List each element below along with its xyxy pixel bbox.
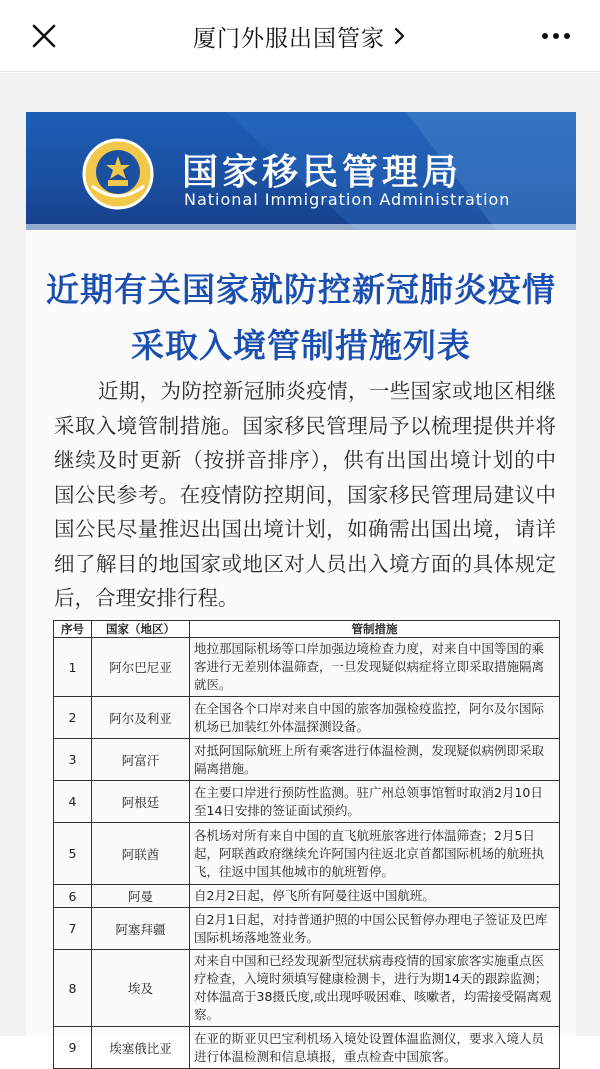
row-number: 1 xyxy=(54,638,92,697)
header-measure: 管制措施 xyxy=(190,621,560,638)
notice-document-image xyxy=(26,112,576,1064)
row-country: 阿根廷 xyxy=(92,781,190,823)
document-title-line-2: 采取入境管制措施列表 xyxy=(131,326,471,365)
row-measure: 在主要口岸进行预防性监测。驻广州总领事馆暂时取消2月10日至14日安排的签证面试预约。 xyxy=(190,781,560,823)
agency-name-en: National Immigration Administration xyxy=(184,190,511,209)
row-country: 埃及 xyxy=(92,950,190,1027)
agency-banner xyxy=(26,112,576,230)
row-measure: 各机场对所有来自中国的直飞航班旅客进行体温筛查；2月5日起，阿联酋政府继续允许阿国内往返北京首都国际机场的航班执飞，往返中国其他城市的航班暂停。 xyxy=(190,823,560,885)
row-number: 8 xyxy=(54,950,92,1027)
table-row xyxy=(54,739,560,781)
row-measure: 自2月1日起，对持普通护照的中国公民暂停办理电子签证及巴库国际机场落地签业务。 xyxy=(190,908,560,950)
header-country: 国家（地区） xyxy=(92,621,190,638)
row-measure: 对来自中国和已经发现新型冠状病毒疫情的国家旅客实施重点医疗检查，入境时须填写健康检测卡，进行为期14天的跟踪监测；对体温高于38摄氏度,或出现呼吸困难、咳嗽者，均需接受隔离观察。 xyxy=(190,950,560,1027)
row-number: 3 xyxy=(54,739,92,781)
row-country: 阿富汗 xyxy=(92,739,190,781)
row-number: 9 xyxy=(54,1027,92,1069)
row-measure: 对抵阿国际航班上所有乘客进行体温检测，发现疑似病例即采取隔离措施。 xyxy=(190,739,560,781)
row-number: 2 xyxy=(54,697,92,739)
row-measure: 在全国各个口岸对来自中国的旅客加强检疫监控，阿尔及尔国际机场已加装红外体温探测设备。 xyxy=(190,697,560,739)
table-row xyxy=(54,908,560,950)
close-icon[interactable] xyxy=(26,18,62,54)
table-row xyxy=(54,638,560,697)
row-number: 4 xyxy=(54,781,92,823)
row-measure: 在亚的斯亚贝巴宝利机场入境处设置体温监测仪，要求入境人员进行体温检测和信息填报，重点检查中国旅客。 xyxy=(190,1027,560,1069)
row-country: 阿联酋 xyxy=(92,823,190,885)
page-title: 厦门外服出国管家 xyxy=(193,25,385,52)
top-navigation-bar xyxy=(0,0,600,72)
table-row xyxy=(54,697,560,739)
intro-paragraph: 近期，为防控新冠肺炎疫情，一些国家或地区相继采取入境管制措施。国家移民管理局予以梳理提供并将继续及时更新（按拼音排序），供有出国出境计划的中国公民参考。在疫情防控期间，国家移民管理局建议中国公民尽量推迟出国出境计划，如确需出国出境，请详细了解目的地国家或地区对人员出入境方面的具体规定后，合理安排行程。 xyxy=(54,379,556,610)
more-icon[interactable] xyxy=(536,22,576,50)
row-country: 阿尔及利亚 xyxy=(92,697,190,739)
table-row xyxy=(54,885,560,908)
row-number: 7 xyxy=(54,908,92,950)
row-country: 阿尔巴尼亚 xyxy=(92,638,190,697)
table-header-row xyxy=(54,621,560,638)
table-row xyxy=(54,1027,560,1069)
row-number: 6 xyxy=(54,885,92,908)
account-title-link[interactable] xyxy=(120,0,480,72)
row-number: 5 xyxy=(54,823,92,885)
measures-table xyxy=(53,620,560,1069)
header-number: 序号 xyxy=(54,621,92,638)
row-measure: 自2月2日起，停飞所有阿曼往返中国航班。 xyxy=(190,885,560,908)
table-row xyxy=(54,823,560,885)
row-measure: 地拉那国际机场等口岸加强边境检查力度，对来自中国等国的乘客进行无差别体温筛查，一旦发现疑似病症将立即采取措施隔离就医。 xyxy=(190,638,560,697)
table-row xyxy=(54,781,560,823)
table-row xyxy=(54,950,560,1027)
row-country: 阿曼 xyxy=(92,885,190,908)
document-title-line-1: 近期有关国家就防控新冠肺炎疫情 xyxy=(46,270,556,309)
agency-name-zh: 国家移民管理局 xyxy=(182,152,463,193)
row-country: 埃塞俄比亚 xyxy=(92,1027,190,1069)
chevron-right-icon xyxy=(393,25,407,47)
police-emblem-icon xyxy=(78,134,158,214)
row-country: 阿塞拜疆 xyxy=(92,908,190,950)
